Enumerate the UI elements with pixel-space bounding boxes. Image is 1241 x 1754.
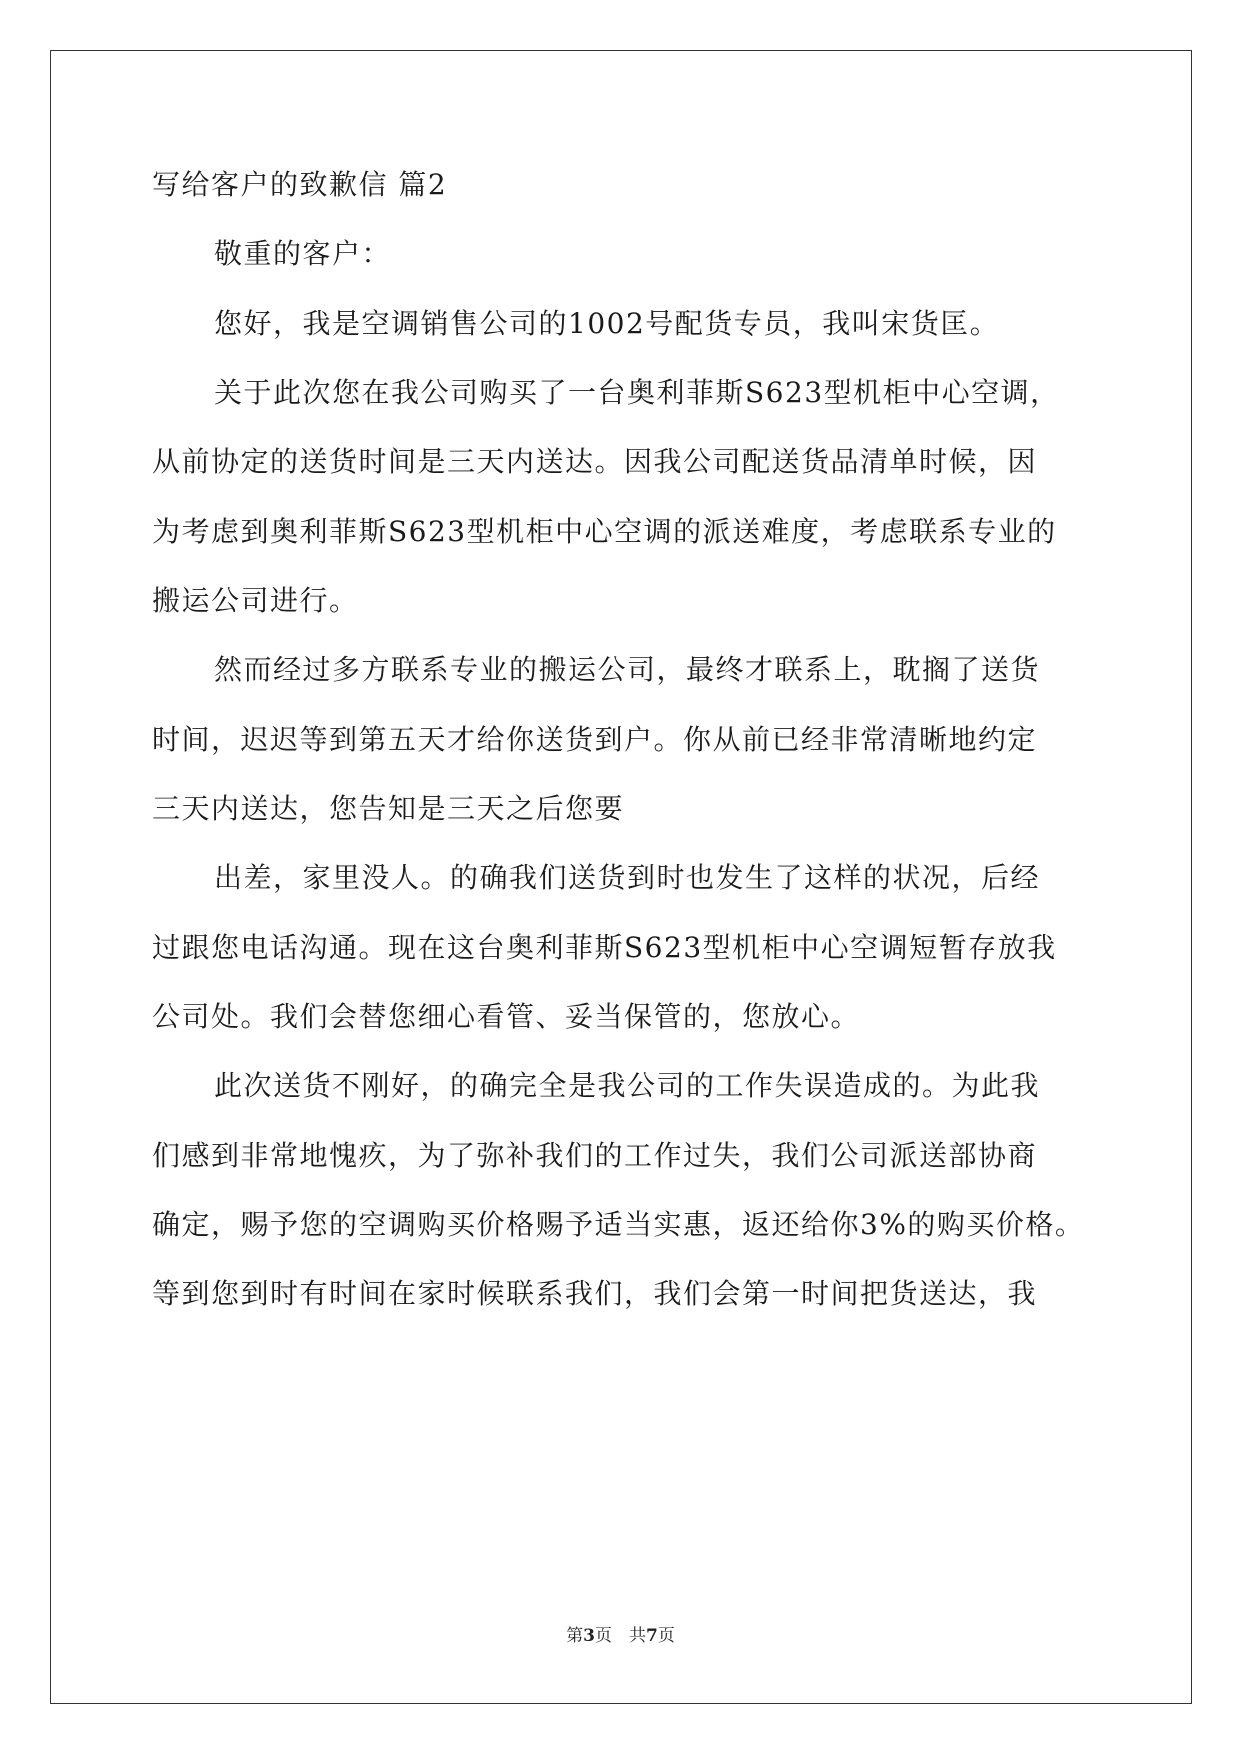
text-line: 三天内送达，您告知是三天之后您要 bbox=[152, 792, 625, 825]
footer-suffix: 页 bbox=[657, 1626, 675, 1646]
text-line: 过跟您电话沟通。现在这台奥利菲斯S623型机柜中心空调短暂存放我 bbox=[152, 931, 1057, 964]
text-line: 时间，迟迟等到第五天才给你送货到户。你从前已经非常清晰地约定 bbox=[152, 723, 1038, 756]
page-footer bbox=[0, 1624, 1241, 1648]
text-line: 关于此次您在我公司购买了一台奥利菲斯S623型机柜中心空调， bbox=[214, 376, 1060, 409]
text-line: 搬运公司进行。 bbox=[152, 584, 359, 617]
total-pages-number: 7 bbox=[646, 1626, 658, 1646]
text-line: 此次送货不刚好，的确完全是我公司的工作失误造成的。为此我 bbox=[214, 1069, 1041, 1102]
text-line: 您好，我是空调销售公司的1002号配货专员，我叫宋货匡。 bbox=[214, 307, 1000, 340]
text-line: 为考虑到奥利菲斯S623型机柜中心空调的派送难度，考虑联系专业的 bbox=[152, 515, 1057, 548]
footer-prefix: 第 bbox=[566, 1626, 584, 1646]
footer-middle: 页 共 bbox=[595, 1626, 646, 1646]
text-line: 出差，家里没人。的确我们送货到时也发生了这样的状况，后经 bbox=[214, 861, 1041, 894]
text-line: 公司处。我们会替您细心看管、妥当保管的，您放心。 bbox=[152, 1000, 861, 1033]
text-line: 们感到非常地愧疚，为了弥补我们的工作过失，我们公司派送部协商 bbox=[152, 1139, 1038, 1172]
text-line: 从前协定的送货时间是三天内送达。因我公司配送货品清单时候，因 bbox=[152, 445, 1038, 478]
salutation: 敬重的客户： bbox=[214, 237, 392, 270]
text-line: 然而经过多方联系专业的搬运公司，最终才联系上，耽搁了送货 bbox=[214, 653, 1041, 686]
current-page-number: 3 bbox=[583, 1626, 595, 1646]
document-title: 写给客户的致歉信 篇2 bbox=[152, 168, 448, 201]
text-line: 确定，赐予您的空调购买价格赐予适当实惠，返还给你3%的购买价格。 bbox=[152, 1208, 1085, 1241]
text-line: 等到您到时有时间在家时候联系我们，我们会第一时间把货送达，我 bbox=[152, 1277, 1038, 1310]
